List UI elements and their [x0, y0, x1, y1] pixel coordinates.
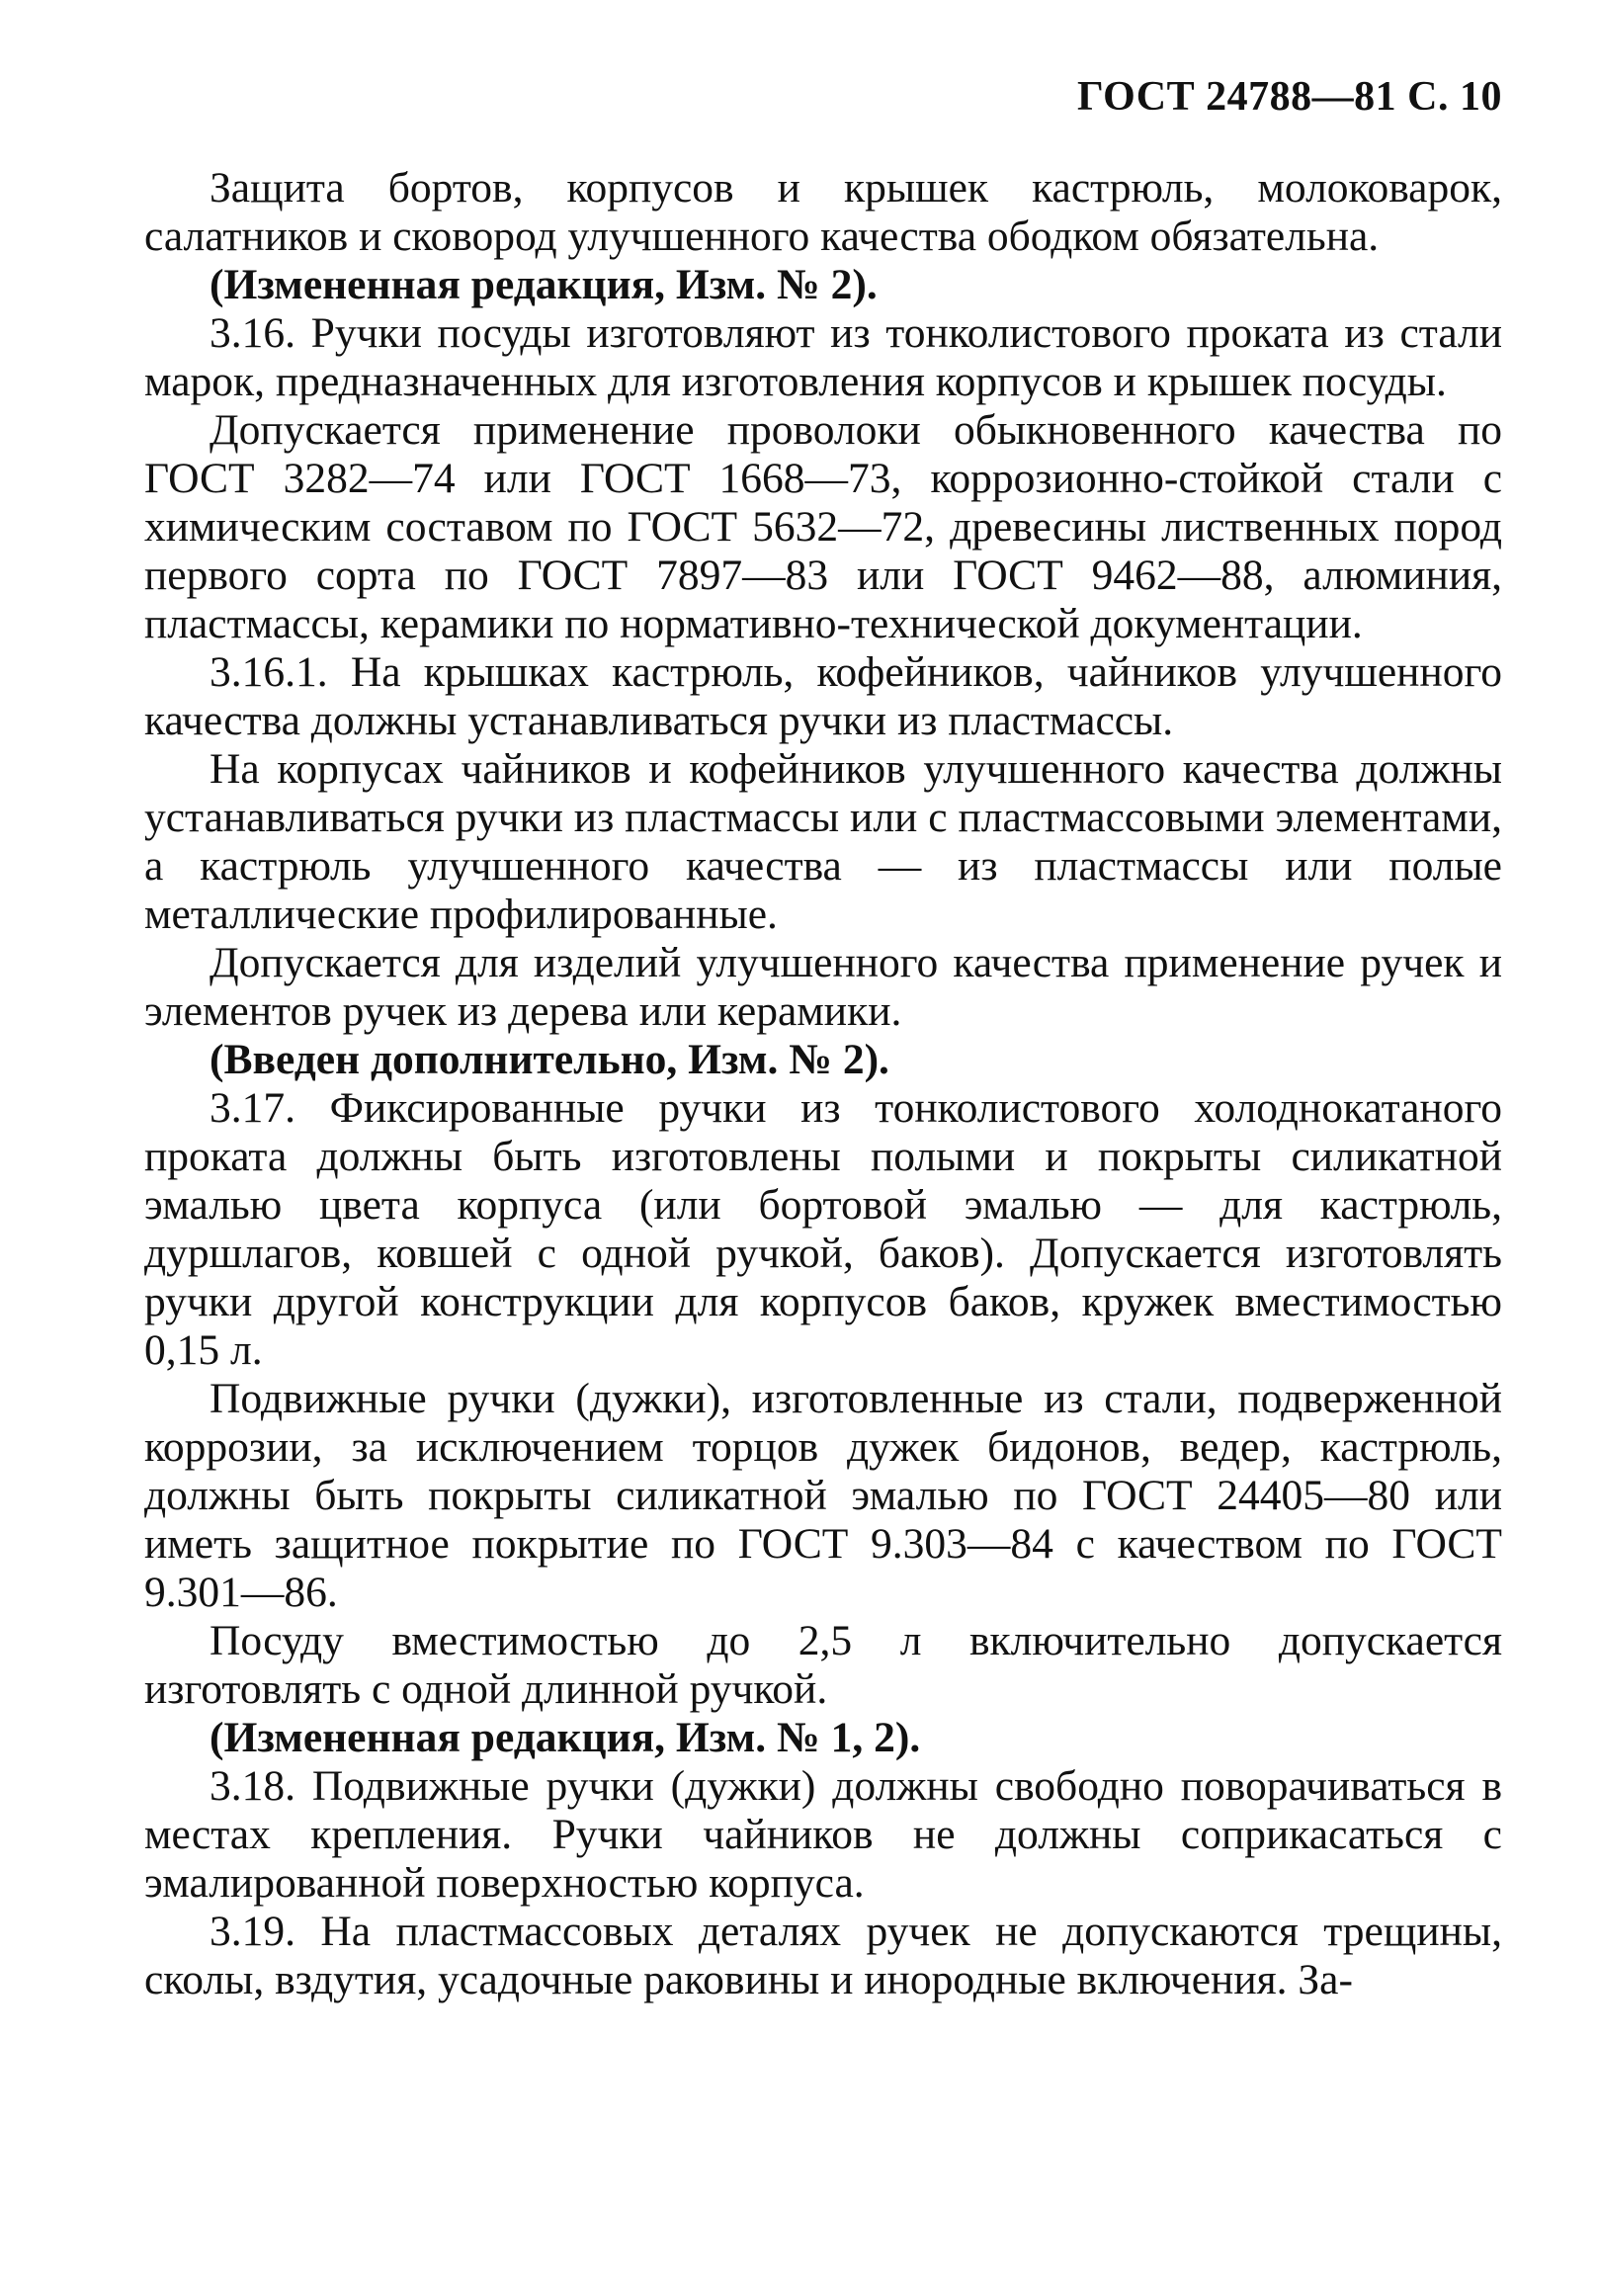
amendment-note: (Введен дополнительно, Изм. № 2). — [210, 1036, 889, 1083]
amendment-note: (Измененная редакция, Изм. № 1, 2). — [210, 1714, 921, 1761]
clause-3-16-1: 3.16.1. На крышках кастрюль, кофейников, чайников улучшенного качества должны устанавливаться ручки из пластмассы. — [144, 648, 1502, 744]
clause-3-17: 3.17. Фиксированные ручки из тонколистового холоднокатаного проката должны быть изготовлены полыми и покрыты силикатной эмалью цвета корпуса (или бортовой эмалью — для кастрюль, дуршлагов, ковшей с одной ручкой, баков). Допускается изготовлять ручки другой конструкции для корпусов баков, кружек вместимостью 0,15 л. — [144, 1084, 1502, 1374]
paragraph-kettle-handles: На корпусах чайников и кофейников улучшенного качества должны устанавливаться ручки из пластмассы или с пластмассовыми элементами, а кастрюль улучшенного качества — из пластмассы или полые металлические профилированные. — [144, 745, 1502, 938]
paragraph-movable-handles: Подвижные ручки (дужки), изготовленные из стали, подверженной коррозии, за исключением торцов дужек бидонов, ведер, кастрюль, должны быть покрыты силикатной эмалью по ГОСТ 24405—80 или иметь защитное покрытие по ГОСТ 9.303—84 с качеством по ГОСТ 9.301—86. — [144, 1375, 1502, 1616]
clause-3-19: 3.19. На пластмассовых деталях ручек не допускаются трещины, сколы, вздутия, усадочные раковины и инородные включения. За- — [144, 1908, 1502, 2003]
paragraph-wood-ceramic: Допускается для изделий улучшенного качества применение ручек и элементов ручек из дерева или керамики. — [144, 939, 1502, 1035]
page-header: ГОСТ 24788—81 С. 10 — [1076, 74, 1502, 120]
clause-3-18: 3.18. Подвижные ручки (дужки) должны свободно поворачиваться в местах крепления. Ручки чайников не должны соприкасаться с эмалированной поверхностью корпуса. — [144, 1762, 1502, 1907]
amendment-note: (Измененная редакция, Изм. № 2). — [210, 261, 878, 308]
document-body — [144, 164, 1502, 2004]
paragraph-allowed-materials: Допускается применение проволоки обыкновенного качества по ГОСТ 3282—74 или ГОСТ 1668—73, коррозионно-стойкой стали с химическим составом по ГОСТ 5632—72, древесины лиственных пород первого сорта по ГОСТ 7897—83 или ГОСТ 9462—88, алюминия, пластмассы, керамики по нормативно-технической документации. — [144, 406, 1502, 647]
clause-3-16: 3.16. Ручки посуды изготовляют из тонколистового проката из стали марок, предназначенных для изготовления корпусов и крышек посуды. — [144, 309, 1502, 405]
paragraph-single-handle: Посуду вместимостью до 2,5 л включительно допускается изготовлять с одной длинной ручкой. — [144, 1617, 1502, 1713]
paragraph-rim-protection: Защита бортов, корпусов и крышек кастрюль, молоковарок, салатников и сковород улучшенного качества ободком обязательна. — [144, 164, 1502, 260]
